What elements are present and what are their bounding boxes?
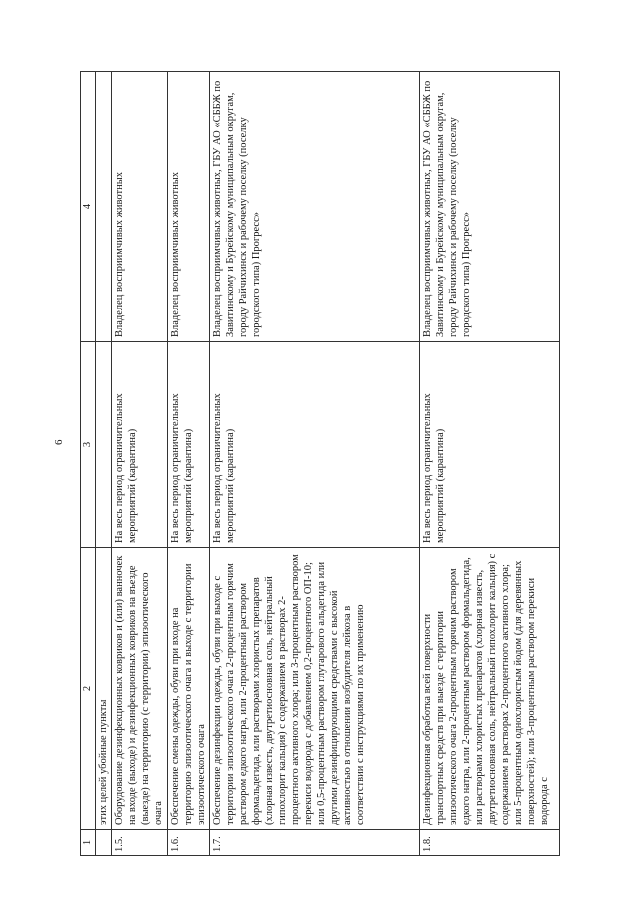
row-number: 1.7. <box>210 830 420 856</box>
table-header-row <box>81 72 96 856</box>
rotated-page <box>80 72 551 856</box>
header-cell: 3 <box>81 342 96 548</box>
row-number: 1.6. <box>168 830 210 856</box>
table-row <box>168 72 210 856</box>
measure-cell: Обеспечение дезинфекции одежды, обуви при выходе с территории эпизоотического очага 2-процентным горячим раствором едкого натра, или 2-процентный раствором формальдегида, или растворами хлористых препаратов (хлорная известь, двутретиосновная соль, нейтральный гипохлорит кальция) с содержанием в растворах 2-процентного активного хлора; или 3-процентным раствором перекиси водорода с добавлением 0,2-процентного ОП-10; или 0,5-процентным раствором глутарового альдегида или другими дезинфицирующими средствами с высокой активностью в отношении возбудителя лейкоза в соответствии с инструкциями по их применению <box>210 548 420 830</box>
header-cell: 1 <box>81 830 96 856</box>
measure-cell: Обеспечение смены одежды, обуви при входе на территорию эпизоотического очага и выходе с территории эпизоотического очага <box>168 548 210 830</box>
measure-cell: Дезинфекционная обработка всей поверхности транспортных средств при выезде с территории эпизоотического очага 2-процентным горячим раствором едкого натра, или 2-процентным раствором формальдегида, или растворами хлористых препаратов (хлорная известь, двутретиосновная соль, нейтральный гипохлорит кальция) с содержанием в растворах 2-процентного активного хлора; или 5-процентным однохлористым йодом (для деревянных поверхностей); или 3-процентным раствором перекиси водорода с <box>420 548 560 830</box>
responsible-cell: Владелец восприимчивых животных <box>168 72 210 342</box>
measures-table <box>80 71 560 856</box>
table-row <box>112 72 168 856</box>
period-cell: На весь период ограничительных мероприятий (карантина) <box>168 342 210 548</box>
responsible-cell: Владелец восприимчивых животных, ГБУ АО «СББЖ по Завитинскому и Бурейскому муниципальным округам, городу Райчихинск и рабочему поселку (поселку городского типа) Прогресс» <box>210 72 420 342</box>
header-cell: 2 <box>81 548 96 830</box>
responsible-cell: Владелец восприимчивых животных, ГБУ АО «СББЖ по Завитинскому и Бурейскому муниципальным округам, городу Райчихинск и рабочему поселку (поселку городского типа) Прогресс» <box>420 72 560 342</box>
table-row <box>210 72 420 856</box>
table-row <box>420 72 560 856</box>
continuation-text: этих целей убойные пункты <box>96 548 112 830</box>
responsible-cell: Владелец восприимчивых животных <box>112 72 168 342</box>
measure-cell: Оборудование дезинфекционных ковриков и (или) ванночек на входе (выходе) и дезинфекционных ковриков на въезде (выезде) на территорию (с территории) эпизоотического очага <box>112 548 168 830</box>
period-cell: На весь период ограничительных мероприятий (карантина) <box>210 342 420 548</box>
header-cell: 4 <box>81 72 96 342</box>
row-number: 1.5. <box>112 830 168 856</box>
period-cell: На весь период ограничительных мероприятий (карантина) <box>112 342 168 548</box>
period-cell: На весь период ограничительных мероприятий (карантина) <box>420 342 560 548</box>
continuation-row <box>96 72 112 856</box>
row-number: 1.8. <box>420 830 560 856</box>
page-number: 6 <box>53 439 65 445</box>
